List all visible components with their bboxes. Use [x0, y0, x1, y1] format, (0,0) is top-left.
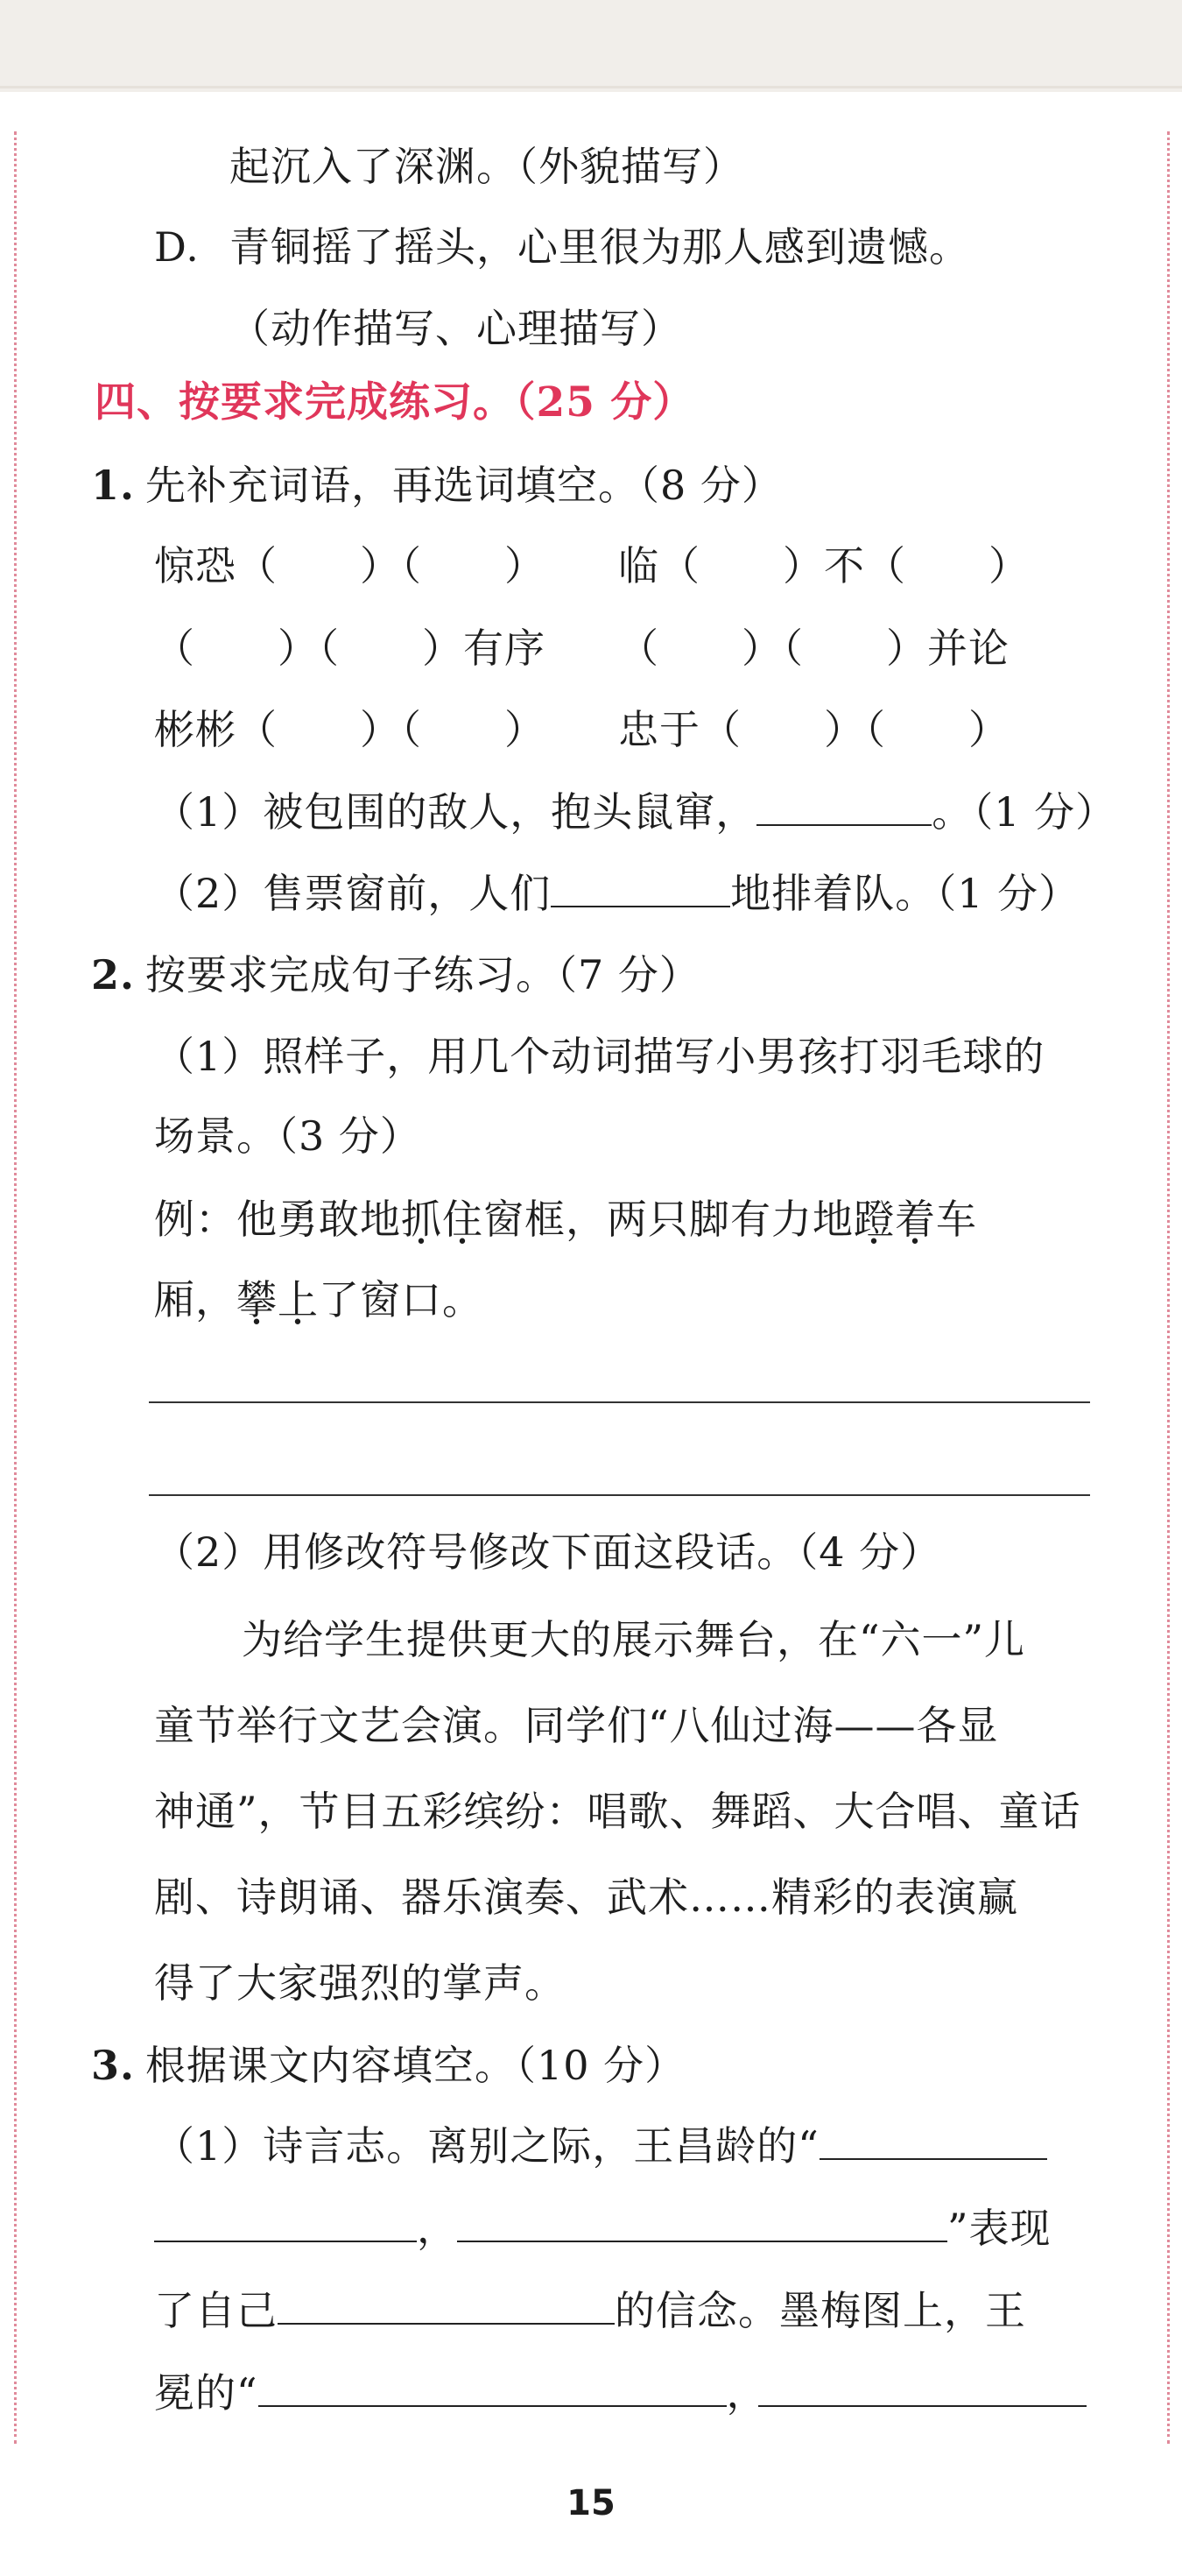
- passage-line-3: 神通”，节目五彩缤纷：唱歌、舞蹈、大合唱、童话: [154, 1788, 1081, 1835]
- answer-blank[interactable]: [551, 871, 730, 907]
- word-row-2b: （ ）（ ）并论: [618, 625, 1010, 672]
- question-1-text: 先补充词语，再选词填空。（8 分）: [145, 462, 783, 509]
- q2-part1-line1: （1）照样子，用几个动词描写小男孩打羽毛球的: [154, 1033, 1045, 1080]
- q3-line-3: [154, 2284, 1026, 2337]
- word-row-1b: 临（ ）不（ ）: [618, 542, 1030, 589]
- fill-sentence-2: [154, 867, 1080, 920]
- q3-line-2: [154, 2202, 1052, 2255]
- word-row-3b: 忠于（ ）（ ）: [618, 706, 1010, 753]
- example-line-1: [154, 1193, 977, 1246]
- passage-line-5: 得了大家强烈的掌声。: [154, 1959, 566, 2007]
- example-text: 车: [936, 1196, 977, 1243]
- emphasis-verb: 着: [895, 1196, 936, 1243]
- word-row-3a: 彬彬（ ）（ ）: [154, 706, 545, 753]
- q3-comma: ，: [417, 2205, 458, 2252]
- example-text: 窗框，两只脚有力地: [483, 1196, 854, 1243]
- emphasis-verb: 蹬: [854, 1196, 895, 1243]
- word-row-2a: （ ）（ ）有序: [154, 625, 545, 672]
- emphasis-verb: 攀: [236, 1276, 278, 1323]
- question-2-text: 按要求完成句子练习。（7 分）: [145, 951, 700, 999]
- fill-sentence-1: [154, 786, 1116, 838]
- q3-line-1-text: （1）诗言志。离别之际，王昌龄的“: [154, 2122, 820, 2170]
- left-margin-line: [14, 131, 17, 2444]
- fill-sentence-1-text: （1）被包围的敌人，抱头鼠窜，: [154, 788, 757, 836]
- emphasis-verb: 抓: [401, 1196, 442, 1243]
- answer-writing-line[interactable]: [149, 1494, 1090, 1496]
- question-3-number: 3.: [91, 2042, 136, 2089]
- q3-line-3-text: 了自己: [154, 2287, 278, 2334]
- question-3-text: 根据课文内容填空。（10 分）: [145, 2042, 686, 2089]
- fill-sentence-1-score: 。（1 分）: [932, 788, 1117, 836]
- answer-blank[interactable]: [457, 2205, 947, 2242]
- example-line-2: [154, 1274, 483, 1326]
- q2-part2: （2）用修改符号修改下面这段话。（4 分）: [154, 1528, 942, 1576]
- q3-line-1: [154, 2120, 1047, 2172]
- example-text: 厢，: [154, 1276, 236, 1323]
- option-d-label: D.: [154, 223, 200, 271]
- example-text: 了窗口。: [319, 1276, 483, 1323]
- passage-line-2: 童节举行文艺会演。同学们“八仙过海——各显: [154, 1702, 999, 1749]
- question-1-stem: [91, 459, 783, 512]
- q3-line-4-text: 冕的“: [154, 2369, 258, 2417]
- answer-blank[interactable]: [258, 2370, 727, 2407]
- q3-comma: ，: [726, 2369, 768, 2417]
- fill-sentence-2-text: （2）售票窗前，人们: [154, 870, 552, 917]
- question-2-stem: [91, 949, 700, 1001]
- page-number: 15: [566, 2483, 616, 2523]
- answer-blank[interactable]: [756, 789, 932, 826]
- word-row-1a: 惊恐（ ）（ ）: [154, 542, 545, 589]
- question-2-number: 2.: [91, 951, 136, 999]
- right-margin-line: [1167, 131, 1170, 2444]
- emphasis-verb: 住: [442, 1196, 483, 1243]
- answer-blank[interactable]: [758, 2370, 1087, 2407]
- q3-line-2-tail: ”表现: [947, 2205, 1052, 2252]
- passage-line-1: 为给学生提供更大的展示舞台，在“六一”儿: [242, 1616, 1026, 1663]
- top-scan-band: [0, 0, 1182, 92]
- answer-blank[interactable]: [820, 2123, 1047, 2160]
- question-3-stem: [91, 2039, 686, 2092]
- option-d: [154, 221, 970, 273]
- q3-line-3-tail: 的信念。墨梅图上，王: [615, 2287, 1026, 2334]
- passage-line-4: 剧、诗朗诵、器乐演奏、武术……精彩的表演赢: [154, 1874, 1018, 1921]
- q2-part1-line2: 场景。（3 分）: [154, 1112, 421, 1160]
- option-d-note: （动作描写、心理描写）: [229, 305, 682, 352]
- question-1-number: 1.: [91, 462, 136, 509]
- option-c-tail: 起沉入了深渊。（外貌描写）: [229, 143, 744, 190]
- answer-blank[interactable]: [278, 2288, 615, 2325]
- example-text: 例：他勇敢地: [154, 1196, 401, 1243]
- answer-writing-line[interactable]: [149, 1401, 1090, 1403]
- fill-sentence-2-tail: 地排着队。（1 分）: [730, 870, 1080, 917]
- emphasis-verb: 上: [278, 1276, 319, 1323]
- answer-blank[interactable]: [154, 2205, 417, 2242]
- q3-line-4: [154, 2367, 1087, 2419]
- option-d-text: 青铜摇了摇头，心里很为那人感到遗憾。: [229, 223, 970, 271]
- section-four-heading: 四、按要求完成练习。（25 分）: [95, 378, 695, 427]
